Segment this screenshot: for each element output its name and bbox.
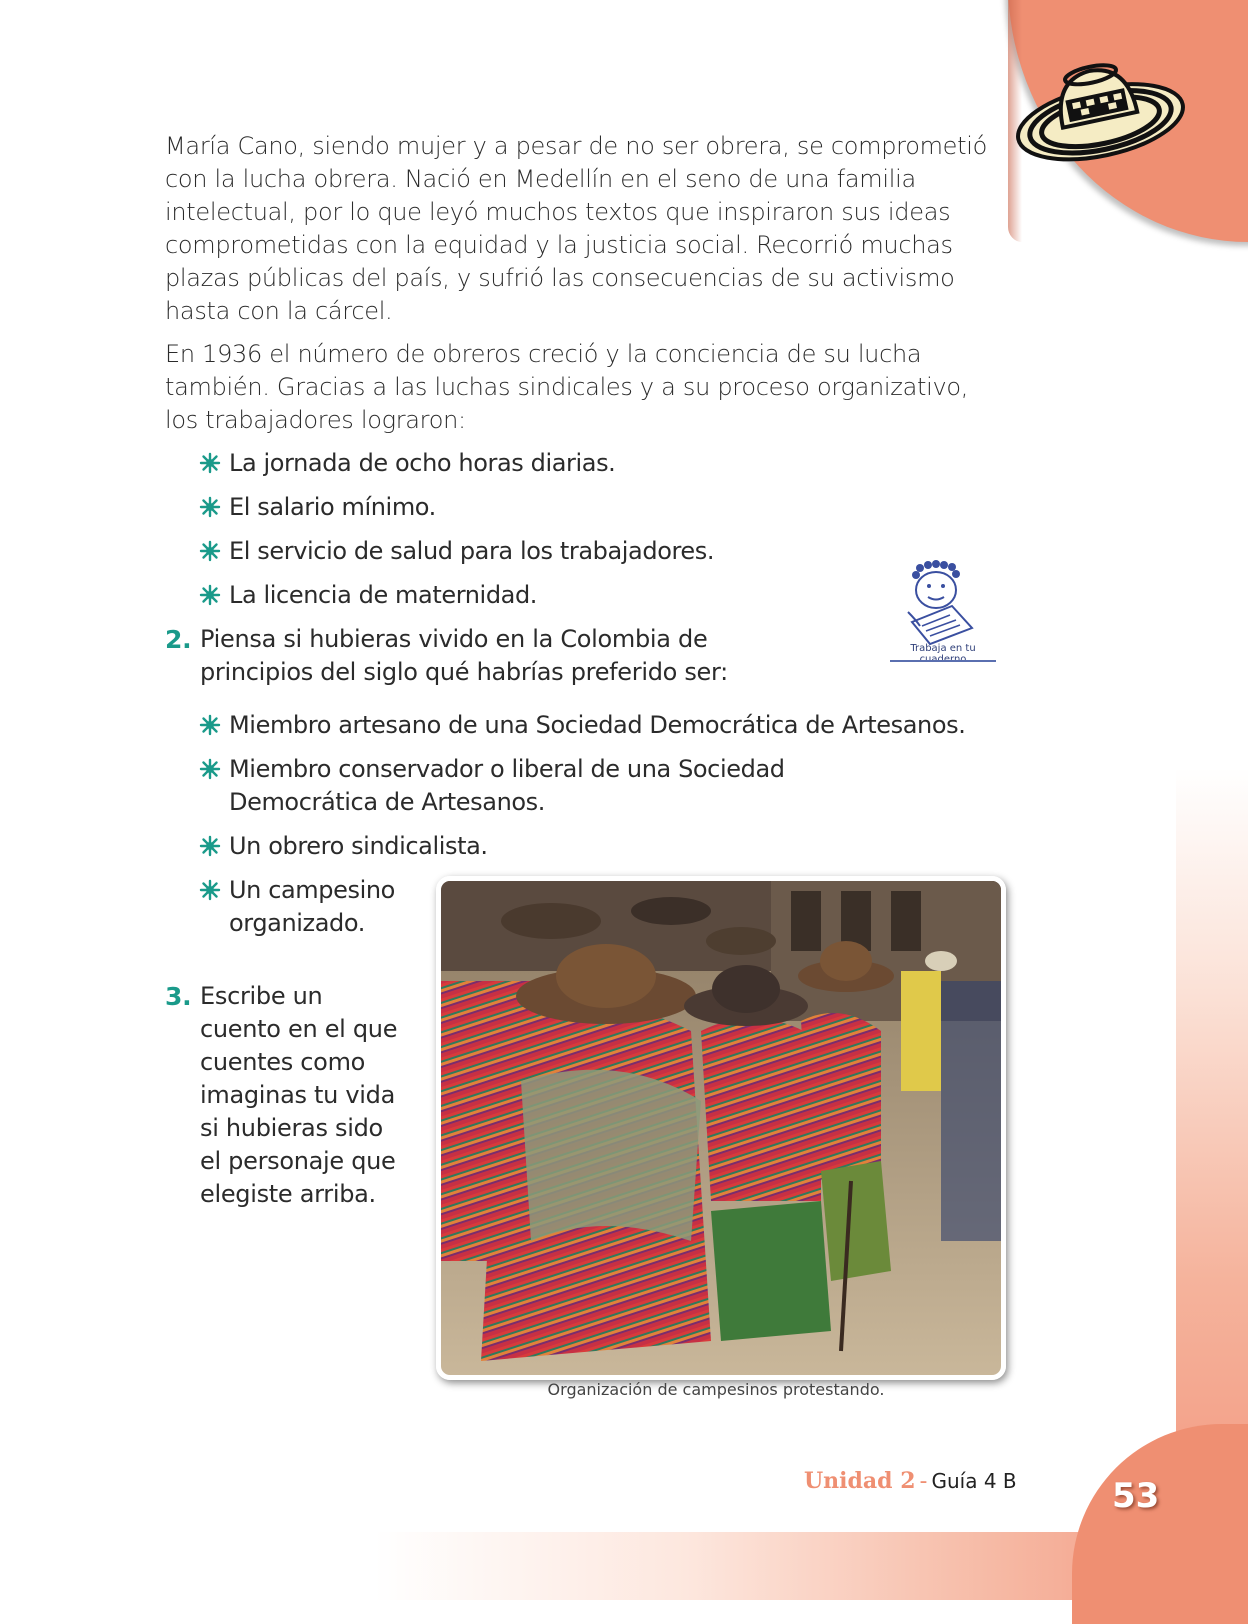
list-item [199,753,929,819]
asterisk-bullet-icon [199,879,221,901]
asterisk-bullet-icon [199,540,221,562]
list-item-text: Miembro artesano de una Sociedad Democrática de Artesanos. [229,711,966,739]
photo-campesinos [436,876,1006,1380]
achievements-list [165,447,1005,612]
street-procession-photo [441,881,1001,1375]
workbook-label: Trabaja en tu [910,643,976,654]
footer-unit: Unidad 2 [804,1468,916,1494]
list-item [199,709,1005,742]
paragraph-maria-cano: María Cano, siendo mujer y a pesar de no ser obrera, se comprometió con la lucha obrera. Nació en Medellín en el seno de una familia intelectual, por lo que leyó muchos textos que inspiraron sus ideas comprometidas con la equidad y la justicia social. Recorrió muchas plazas públicas del país, y sufrió las consecuencias de su activismo hasta con la cárcel. [165,132,987,325]
list-item [199,874,399,940]
list-item [199,447,1005,480]
asterisk-bullet-icon [199,758,221,780]
sombrero-vueltiao-icon [1008,50,1188,170]
list-item-text: Un obrero sindicalista. [229,832,488,860]
activity-text: Escribe un cuento en el que cuentes como imaginas tu vida si hubieras sido el personaje que elegiste arriba. [200,982,398,1208]
list-item-text: Un campesino organizado. [229,876,395,937]
page-number: 53 [1112,1476,1160,1516]
footer-separator: - [919,1469,928,1494]
asterisk-bullet-icon [199,584,221,606]
asterisk-bullet-icon [199,452,221,474]
activity-text: Piensa si hubieras vivido en la Colombia de principios del siglo qué habrías preferido ser: [200,625,728,686]
photo-caption: Organización de campesinos protestando. [547,1380,885,1399]
list-item-text: La licencia de maternidad. [229,581,538,609]
list-item-text: El salario mínimo. [229,493,436,521]
paragraph-1936: En 1936 el número de obreros creció y la conciencia de su lucha también. Gracias a las luchas sindicales y a su proceso organizativo, los trabajadores lograron: [165,340,969,434]
list-item [199,491,1005,524]
activity-number: 2. [165,625,192,654]
list-item-text: La jornada de ocho horas diarias. [229,449,616,477]
footer-guide: Guía 4 B [931,1469,1017,1493]
asterisk-bullet-icon [199,714,221,736]
list-item-text: Miembro conservador o liberal de una Sociedad Democrática de Artesanos. [229,755,785,816]
asterisk-bullet-icon [199,496,221,518]
list-item [199,579,1005,612]
list-item-text: El servicio de salud para los trabajadores. [229,537,715,565]
workbook-underline [890,660,996,662]
list-item [199,830,1005,863]
asterisk-bullet-icon [199,835,221,857]
corner-decoration-bottom [1072,1424,1248,1624]
list-item [199,535,1005,568]
footer-unit-guide [804,1468,1017,1494]
page-bottom-band [0,1532,1248,1600]
activity-3 [165,980,400,1211]
activity-2 [165,623,820,689]
activity-number: 3. [165,982,192,1011]
